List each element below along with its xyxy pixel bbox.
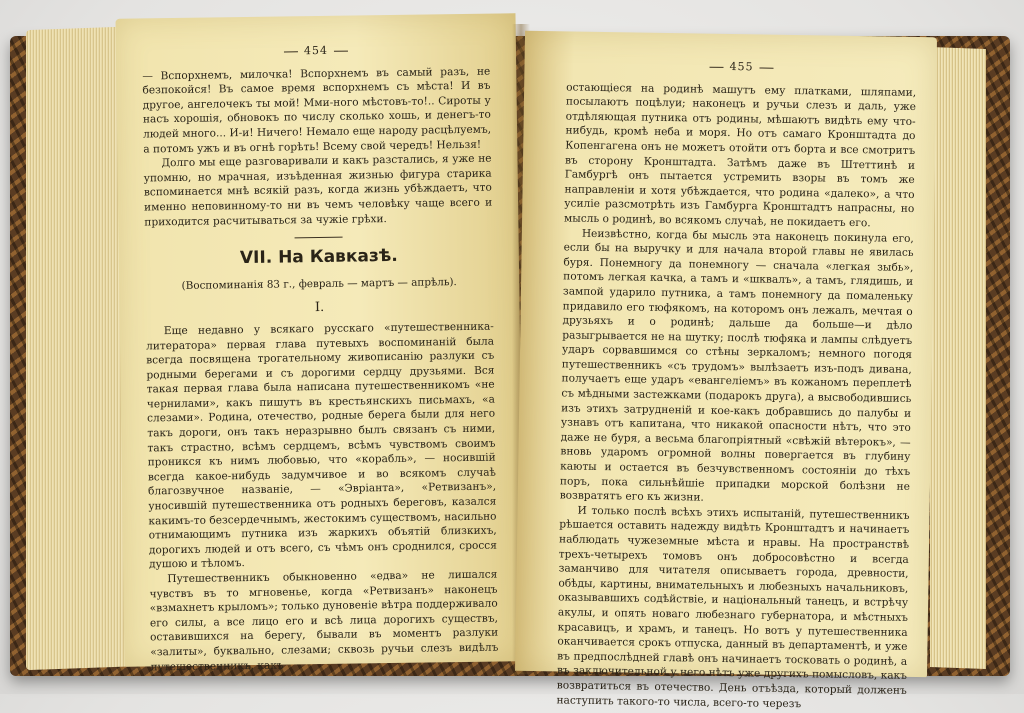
- chapter-subtitle: (Воспоминанія 83 г., февраль — мартъ — апрѣль).: [181, 275, 457, 292]
- right-page-stack: [930, 47, 986, 669]
- paragraph: Еще недавно у всякаго русскаго «путешественника-литератора» первая глава путевыхъ воспоминаній была всегда посвящена трогательному живописанію разлуки съ родными берегами и съ дорогими сердцу друзьями. Вся такая первая глава была написана путешественникомъ «не чернилами», какъ пишутъ въ крестьянскихъ письмахъ, «а слезами». Родина, отечество, родные берега были для него такъ дороги, онъ такъ неразрывно былъ связанъ съ ними, такъ страстно, всѣмъ сердцемъ, всѣмъ чувствомъ своимъ проникся къ нимъ любовью, что «корабль», — носившій всегда какое-нибудь задумчивое и во всякомъ случаѣ благозвучное названіе, — «Эвріанта», «Ретвизанъ», уносившій путешественника отъ родныхъ береговъ, казался какимъ-то безсердечнымъ, жестокимъ существомъ, насильно отнимающимъ путника изъ жаркихъ объятій близкихъ, дорогихъ людей и отъ всего, съ чѣмъ онъ сроднился, сросся душою и тѣломъ.: [145, 320, 497, 571]
- left-page-number: 454: [142, 42, 490, 61]
- paragraph: И только послѣ всѣхъ этихъ испытаній, путешественникъ рѣшается оставить надежду видѣть Кронштадтъ и начинаетъ наблюдать чужеземные мѣста и нравы. На пространствѣ трехъ-четырехъ томовъ онъ добросовѣстно и всегда заманчиво для читателя описываетъ города, древности, обѣды, картины, внимательныхъ и любезныхъ начальниковъ, оказывавшихъ содѣйствіе, и національный танецъ, и встрѣчу акулы, и опять новаго любезнаго губернатора, и мѣстныхъ красавицъ, и храмъ, и танецъ. Но вотъ у путешественника оканчивается срокъ отпуска, данный въ департаментѣ, и уже въ предпослѣдней главѣ онъ начинаетъ тосковать о родинѣ, а въ заключительной у него нѣтъ уже другихъ помысловъ, какъ возвратиться въ отечество. День отъѣзда, который долженъ наступить такого-то числа, всего-то черезъ: [556, 504, 910, 710]
- paragraph: Путешественникъ обыкновенно «едва» не лишался чувствъ въ то мгновенье, когда «Ретвизанъ» наконецъ «взмахнетъ крыломъ»; только дуновеніе вѣтра поддерживало его силы, а все лицо его и всѣ лица дорогихъ существъ, оставившихся на берегу, бывали въ моментъ разлуки «залиты», буквально, слезами; сквозь ручьи слезъ видѣлъ путешественникъ, какъ: [149, 568, 499, 673]
- right-page: [515, 31, 937, 710]
- paragraph: Долго мы еще разговаривали и какъ разстались, я уже не упомню, но мрачная, изъѣденная жизнью фигура старика вспоминается мнѣ всякій разъ, когда жизнь убѣждаетъ, что именно неповинному-то ни въ чемъ человѣку чаще всего и приходится расчитываться за чужіе грѣхи.: [143, 152, 493, 228]
- divider: [295, 237, 343, 239]
- section-number: I.: [314, 300, 325, 316]
- right-page-number: 455: [566, 57, 916, 77]
- paragraph: Неизвѣстно, когда бы мысль эта наконецъ покинула его, если бы на выручку и для начала второй главы не явилась буря. Понемногу да понемногу — сначала «легкая зыбь», потомъ легкая качка, а тамъ и «шквалъ», а тамъ, глядишь, и зампой ударило путника, а тамъ понемногу да помаленьку придавило его тюфякомъ, на которомъ онъ лежалъ, мечтая о друзьяхъ и о родинѣ; дальше да больше—и дѣло разыгрывается не на шутку; послѣ тюфяка и лампы слѣдуетъ ударъ сорвавшимся со стѣны зеркаломъ; немного погодя путешественникъ «съ трудомъ» вылѣзаетъ изъ-подъ дивана, получаетъ еще ударъ «евангеліемъ» въ кожаномъ переплетѣ съ мѣдными застежками (подарокъ друга), а высвободившись изъ этихъ затрудненій и кое-какъ добравшись до палубы и узнавъ отъ капитана, что никакой опасности нѣтъ, что это даже не буря, а весьма благопріятный «свѣжій вѣтерокъ», — вновь ударомъ огромной волны повергается въ глубину каюты и остается въ безчувственномъ состояніи до тѣхъ поръ, пока сильнѣйшіе припадки морской болѣзни не возвратятъ его къ жизни.: [559, 227, 914, 504]
- left-page: [115, 13, 524, 673]
- paragraph: — Вспорхнемъ, милочка! Вспорхнемъ въ самый разъ, не безпокойся! Въ самое время вспорхнемъ съ мѣста! И въ другое, ангелочекъ ты мой! Мми-ного мѣстовъ-то!.. Сироты у насъ хорошія, обновокъ по числу сколько хошь, и денегъ-то людей много... И-и! Ничего! Немало еще народу расцѣлуемъ, а потомъ ужъ и въ огнѣ горѣть! Всему свой чередъ! Нельзя!: [142, 65, 492, 156]
- chapter-title: VII. На Кавказѣ.: [239, 246, 398, 269]
- paragraph: остающіеся на родинѣ машутъ ему платками, шляпами, посылаютъ поцѣлуи; наконецъ и ручьи слезъ и даль, уже отдѣляющая путника отъ родины, мѣшаютъ видѣть ему что-нибудь, кромѣ неба и моря. Но отъ самаго Кронштадта до Копенгагена онъ не можетъ отойти отъ борта и все смотритъ въ сторону Кронштадта. Затѣмъ даже въ Штеттинѣ и Гамбургѣ онъ пытается устремить взоры въ томъ же направленіи и хотя убѣждается, что родина «далеко», а что усиліе разсмотрѣть изъ Гамбурга Кронштадтъ напрасны, но мысль о родинѣ, во всякомъ случаѣ, не покидаетъ его.: [564, 81, 917, 230]
